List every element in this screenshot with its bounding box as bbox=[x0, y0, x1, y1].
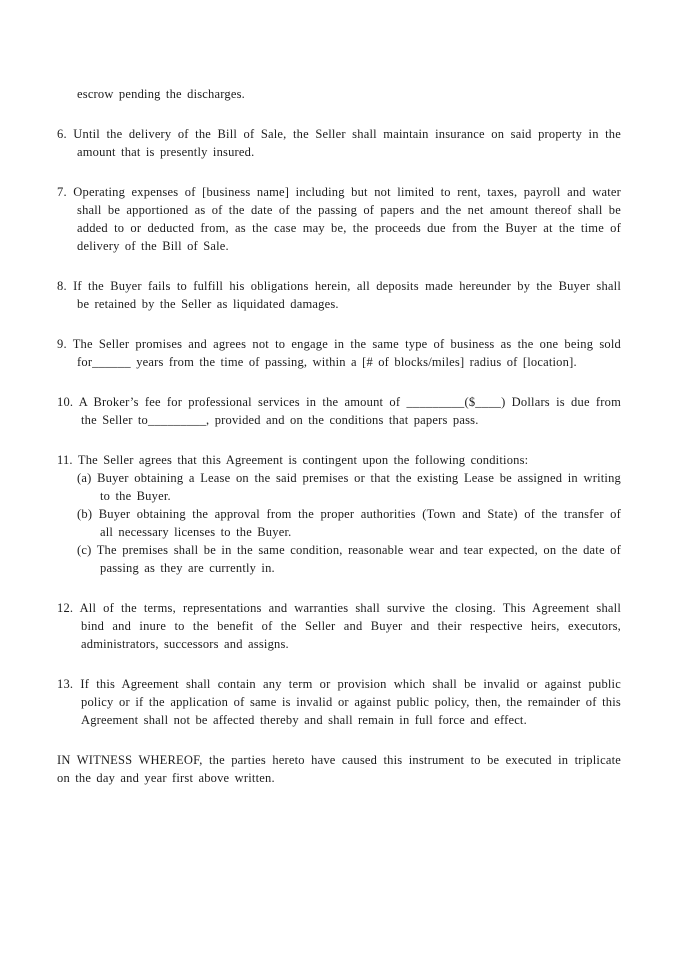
clause-number: 11. bbox=[57, 453, 73, 467]
clause-11-subitem-a bbox=[77, 469, 621, 505]
clause-text: All of the terms, representations and warranties shall survive the closing. This Agreement shall bind and inure to the benefit of the Seller and Buyer and their respective heirs, executors, administrators, successors and assigns. bbox=[79, 601, 621, 651]
clause-8 bbox=[57, 277, 621, 313]
clause-11 bbox=[57, 451, 621, 469]
clause-text: The Seller agrees that this Agreement is contingent upon the following conditions: bbox=[77, 453, 529, 467]
subclause-text: The premises shall be in the same condition, reasonable wear and tear expected, on the date of passing as they are currently in. bbox=[96, 543, 621, 575]
clause-text: If the Buyer fails to fulfill his obligations herein, all deposits made hereunder by the Buyer shall be retained by the Seller as liquidated damages. bbox=[73, 279, 621, 311]
paragraph-continuation: escrow pending the discharges. bbox=[77, 87, 245, 101]
clause-number: 10. bbox=[57, 395, 74, 409]
clause-number: 8. bbox=[57, 279, 67, 293]
clause-text: If this Agreement shall contain any term or provision which shall be invalid or against public policy or if the application of same is invalid or against public policy, then, the remainder of this Agreement shall not be affected thereby and shall remain in full force and effect. bbox=[80, 677, 621, 727]
clause-11-subitem-c bbox=[77, 541, 621, 577]
clause-number: 9. bbox=[57, 337, 67, 351]
clause-6 bbox=[57, 125, 621, 161]
clause-11-subitem-b bbox=[77, 505, 621, 541]
clause-13 bbox=[57, 675, 621, 729]
clause-10 bbox=[57, 393, 621, 429]
clause-text: Until the delivery of the Bill of Sale, the Seller shall maintain insurance on said property in the amount that is presently insured. bbox=[73, 127, 621, 159]
clause-11-group bbox=[57, 451, 621, 577]
clause-text: The Seller promises and agrees not to engage in the same type of business as the one being sold for______ years from the time of passing, within a [# of blocks/miles] radius of [location]. bbox=[72, 337, 621, 369]
clause-text: Operating expenses of [business name] including but not limited to rent, taxes, payroll and water shall be apportioned as of the date of the passing of papers and the net amount thereof shall be added to or deducted from, as the case may be, the proceeds due from the Buyer at the time of delivery of the Bill of Sale. bbox=[73, 185, 621, 253]
subclause-text: Buyer obtaining the approval from the proper authorities (Town and State) of the transfer of all necessary licenses to the Buyer. bbox=[98, 507, 621, 539]
clause-12 bbox=[57, 599, 621, 653]
clause-text: A Broker’s fee for professional services in the amount of _________($____) Dollars is due from the Seller to_________, provided and on the conditions that papers pass. bbox=[78, 395, 622, 427]
subclause-label: (b) bbox=[77, 507, 93, 521]
clause-number: 6. bbox=[57, 127, 67, 141]
clause-7 bbox=[57, 183, 621, 255]
clause-number: 7. bbox=[57, 185, 67, 199]
clause-number: 13. bbox=[57, 677, 74, 691]
subclause-text: Buyer obtaining a Lease on the said premises or that the existing Lease be assigned in writing to the Buyer. bbox=[97, 471, 621, 503]
subclause-label: (a) bbox=[77, 471, 92, 485]
clause-number: 12. bbox=[57, 601, 74, 615]
clause-9 bbox=[57, 335, 621, 371]
subclause-label: (c) bbox=[77, 543, 92, 557]
closing-paragraph: IN WITNESS WHEREOF, the parties hereto have caused this instrument to be executed in triplicate on the day and year first above written. bbox=[57, 753, 621, 785]
